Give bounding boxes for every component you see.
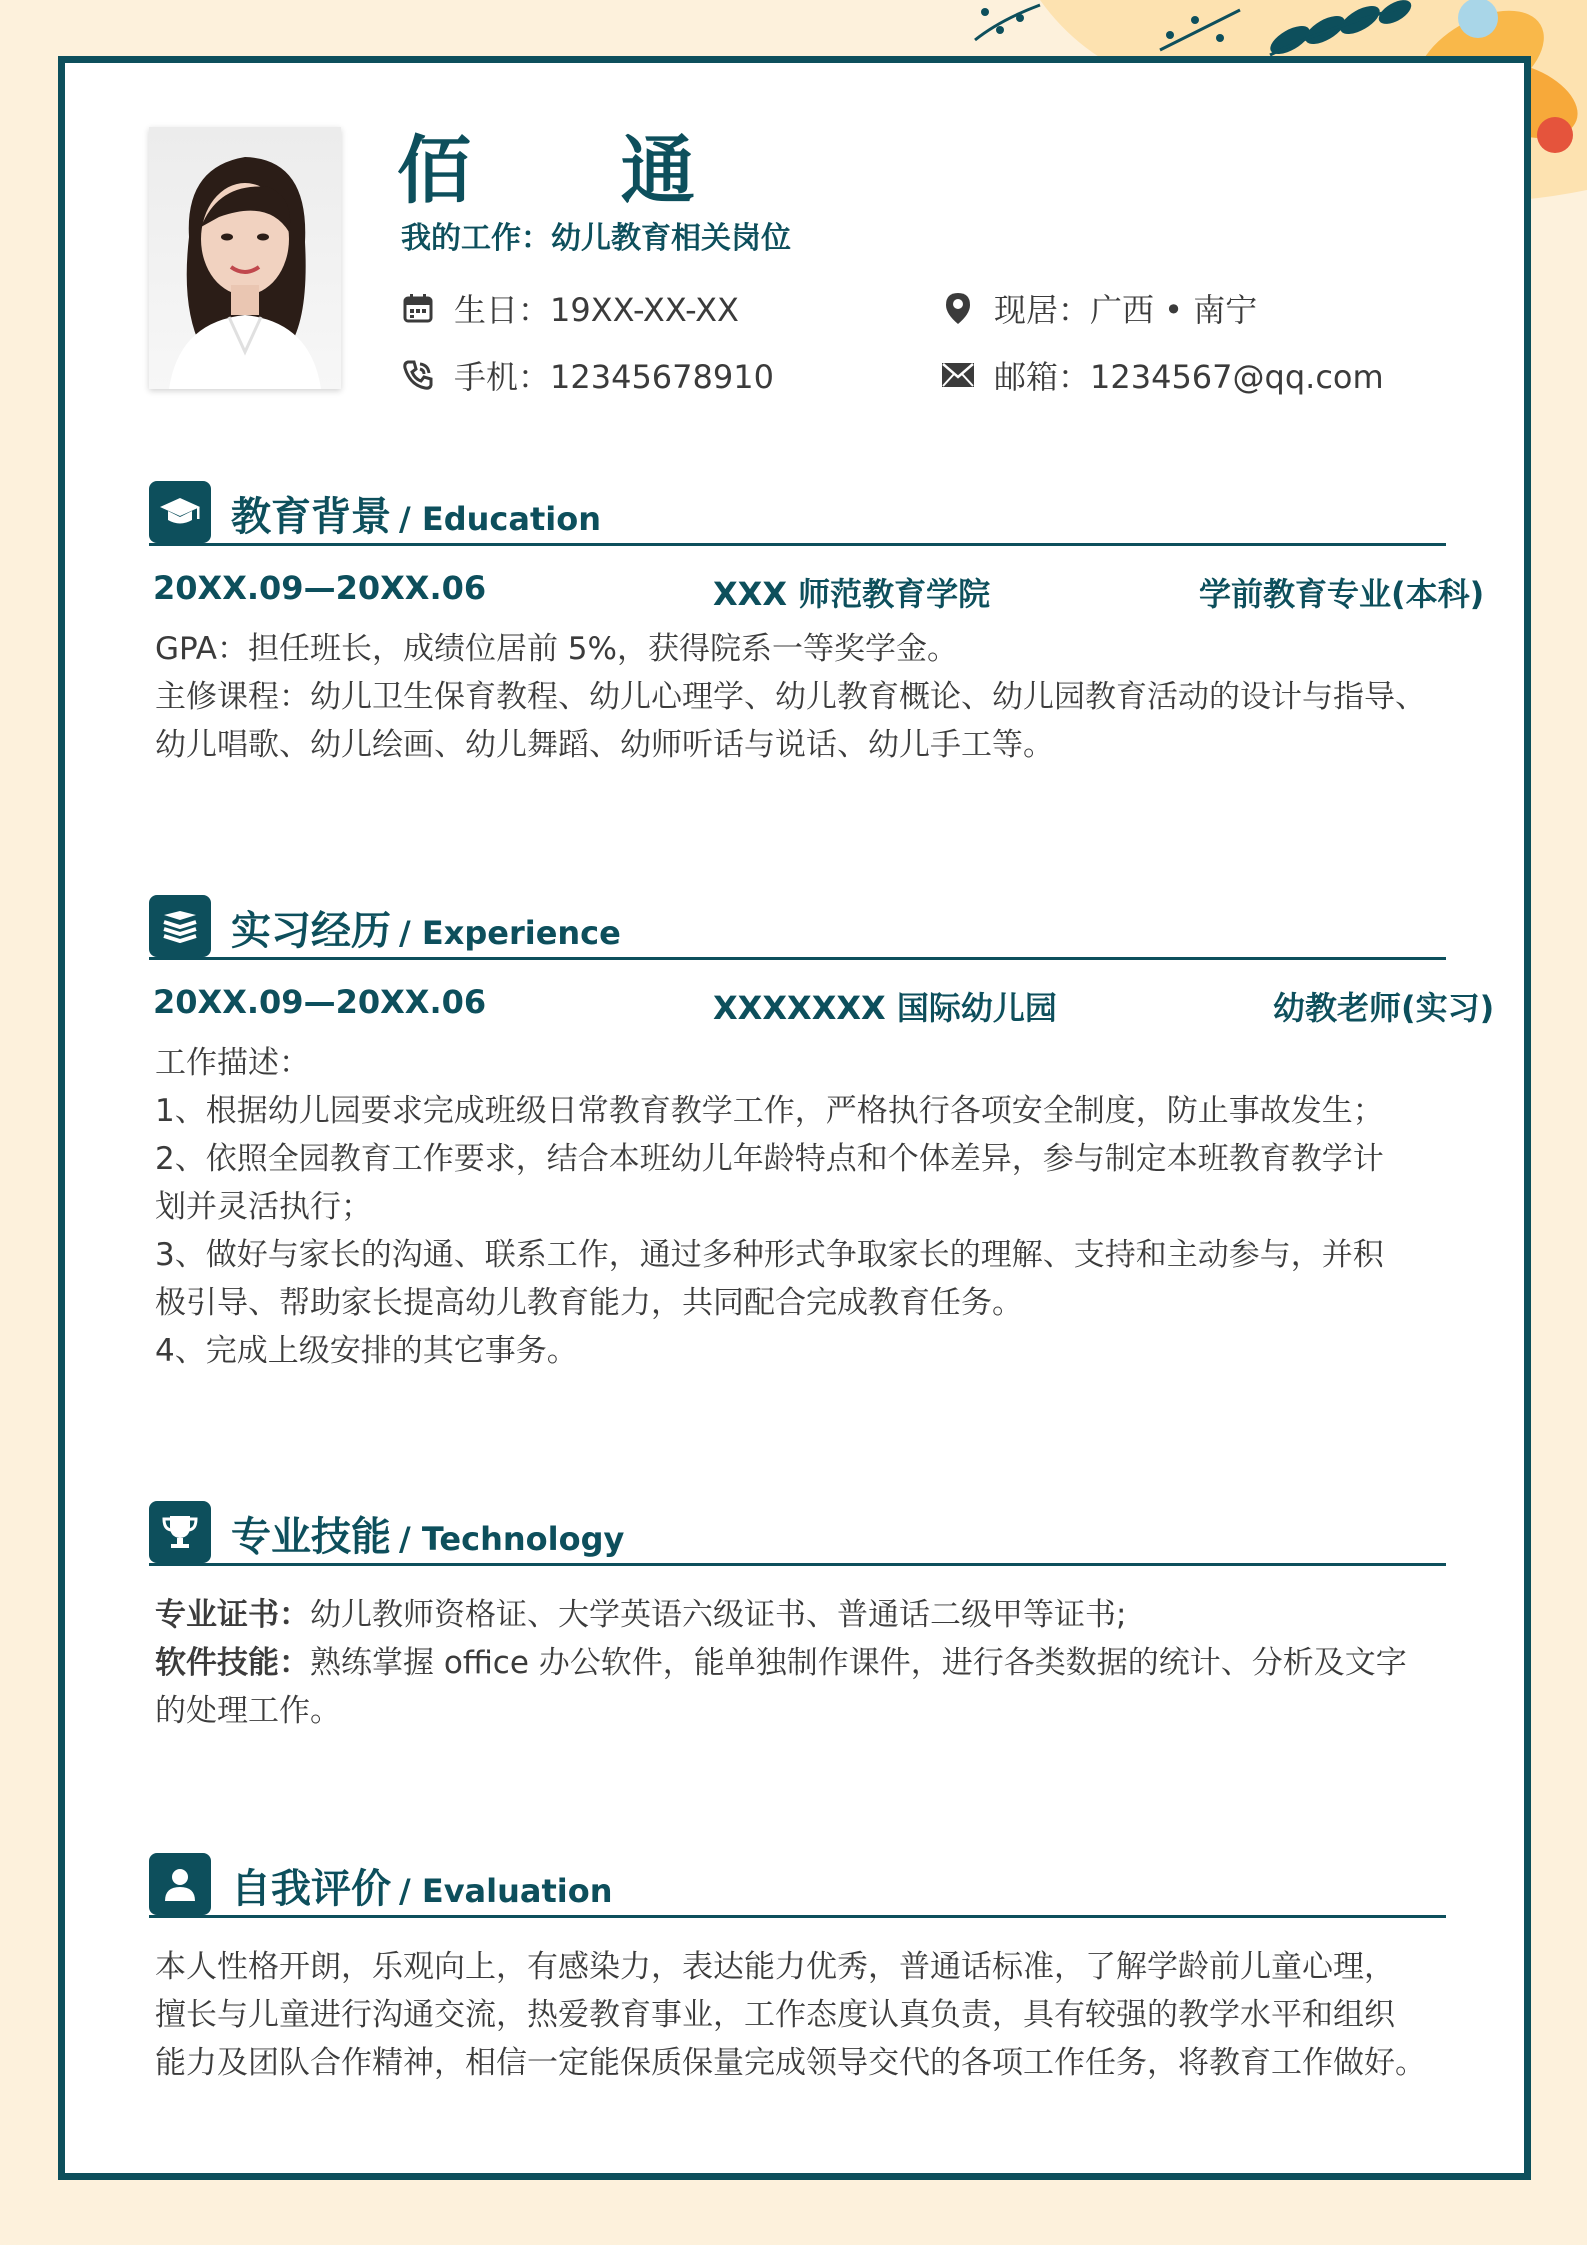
experience-row	[149, 983, 1495, 1039]
evaluation-divider	[149, 1915, 1446, 1918]
skills-soft-text: 熟练掌握 office 办公软件，能单独制作课件，进行各类数据的统计、分析及文字	[310, 1645, 1407, 1681]
birth-info	[400, 285, 739, 331]
skills-details	[149, 1591, 1446, 1735]
education-school: XXX 师范教育学院	[713, 575, 991, 613]
experience-title-text: 实习经历	[231, 908, 391, 954]
evaluation-line: 能力及团队合作精神，相信一定能保质保量完成领导交代的各项工作任务，将教育工作做好。	[155, 2045, 1426, 2081]
job-objective: 我的工作：幼儿教育相关岗位	[401, 221, 791, 256]
profile-photo	[149, 127, 341, 389]
phone-info	[400, 352, 774, 398]
education-period: 20XX.09—20XX.06	[153, 569, 487, 607]
experience-line: 1、根据幼儿园要求完成班级日常教育教学工作，严格执行各项安全制度，防止事故发生；	[155, 1093, 1384, 1129]
skills-cert-label: 专业证书：	[155, 1597, 310, 1633]
education-row	[149, 569, 1485, 625]
experience-line: 2、依照全园教育工作要求，结合本班幼儿年龄特点和个体差异，参与制定本班教育教学计	[155, 1141, 1384, 1177]
birth-text: 生日：19XX-XX-XX	[454, 291, 739, 329]
experience-header	[149, 895, 1446, 965]
skills-cert-line	[155, 1591, 1446, 1639]
phone-icon	[400, 357, 436, 393]
email-text: 邮箱：1234567@qq.com	[994, 358, 1384, 396]
skills-soft-label: 软件技能：	[155, 1645, 310, 1681]
resume-page	[58, 56, 1531, 2180]
skills-title-text: 专业技能	[231, 1514, 391, 1560]
evaluation-subtitle: / Evaluation	[399, 1872, 613, 1910]
evaluation-line: 本人性格开朗，乐观向上，有感染力，表达能力优秀，普通话标准，了解学龄前儿童心理，	[155, 1949, 1395, 1985]
education-section	[149, 481, 1485, 769]
phone-text: 手机：12345678910	[454, 358, 774, 396]
experience-subtitle: / Experience	[399, 914, 621, 952]
skills-divider	[149, 1563, 1446, 1566]
education-divider	[149, 543, 1446, 546]
education-details	[149, 625, 1446, 769]
experience-divider	[149, 957, 1446, 960]
experience-details	[149, 1039, 1446, 1375]
experience-title	[231, 899, 621, 956]
skills-section	[149, 1501, 1446, 1735]
skills-soft-line-2: 的处理工作。	[155, 1693, 341, 1729]
experience-line: 划并灵活执行；	[155, 1189, 372, 1225]
evaluation-title-text: 自我评价	[231, 1866, 391, 1912]
experience-section	[149, 895, 1495, 1375]
location-text: 现居：广西 • 南宁	[994, 291, 1258, 329]
education-header	[149, 481, 1446, 551]
skills-soft-line	[155, 1639, 1446, 1687]
education-title	[231, 485, 601, 542]
evaluation-title	[231, 1857, 613, 1914]
calendar-icon	[400, 290, 436, 326]
experience-org: XXXXXXX 国际幼儿园	[713, 989, 1057, 1027]
experience-line: 工作描述：	[155, 1045, 310, 1081]
experience-line: 极引导、帮助家长提高幼儿教育能力，共同配合完成教育任务。	[155, 1285, 1023, 1321]
location-info	[940, 285, 1257, 331]
evaluation-header	[149, 1853, 1446, 1923]
education-line: 幼儿唱歌、幼儿绘画、幼儿舞蹈、幼师听话与说话、幼儿手工等。	[155, 727, 1054, 763]
location-pin-icon	[940, 290, 976, 326]
evaluation-details	[149, 1943, 1446, 2087]
education-title-text: 教育背景	[231, 494, 391, 540]
experience-period: 20XX.09—20XX.06	[153, 983, 487, 1021]
trophy-icon	[149, 1501, 211, 1563]
skills-header	[149, 1501, 1446, 1571]
graduation-cap-icon	[149, 481, 211, 543]
education-subtitle: / Education	[399, 500, 601, 538]
email-info	[940, 352, 1384, 398]
education-major: 学前教育专业(本科)	[1199, 575, 1485, 613]
experience-line: 3、做好与家长的沟通、联系工作，通过多种形式争取家长的理解、支持和主动参与，并积	[155, 1237, 1384, 1273]
candidate-name: 佰 通	[397, 128, 757, 214]
education-line: 主修课程：幼儿卫生保育教程、幼儿心理学、幼儿教育概论、幼儿园教育活动的设计与指导、	[155, 679, 1426, 715]
layers-icon	[149, 895, 211, 957]
evaluation-section	[149, 1853, 1446, 2087]
skills-subtitle: / Technology	[399, 1520, 625, 1558]
skills-title	[231, 1505, 624, 1562]
evaluation-line: 擅长与儿童进行沟通交流，热爱教育事业，工作态度认真负责，具有较强的教学水平和组织	[155, 1997, 1395, 2033]
envelope-icon	[940, 357, 976, 393]
experience-role: 幼教老师(实习)	[1273, 989, 1495, 1027]
user-icon	[149, 1853, 211, 1915]
skills-cert-text: 幼儿教师资格证、大学英语六级证书、普通话二级甲等证书;	[310, 1597, 1127, 1633]
experience-line: 4、完成上级安排的其它事务。	[155, 1333, 578, 1369]
education-line: GPA：担任班长，成绩位居前 5%，获得院系一等奖学金。	[155, 631, 958, 667]
